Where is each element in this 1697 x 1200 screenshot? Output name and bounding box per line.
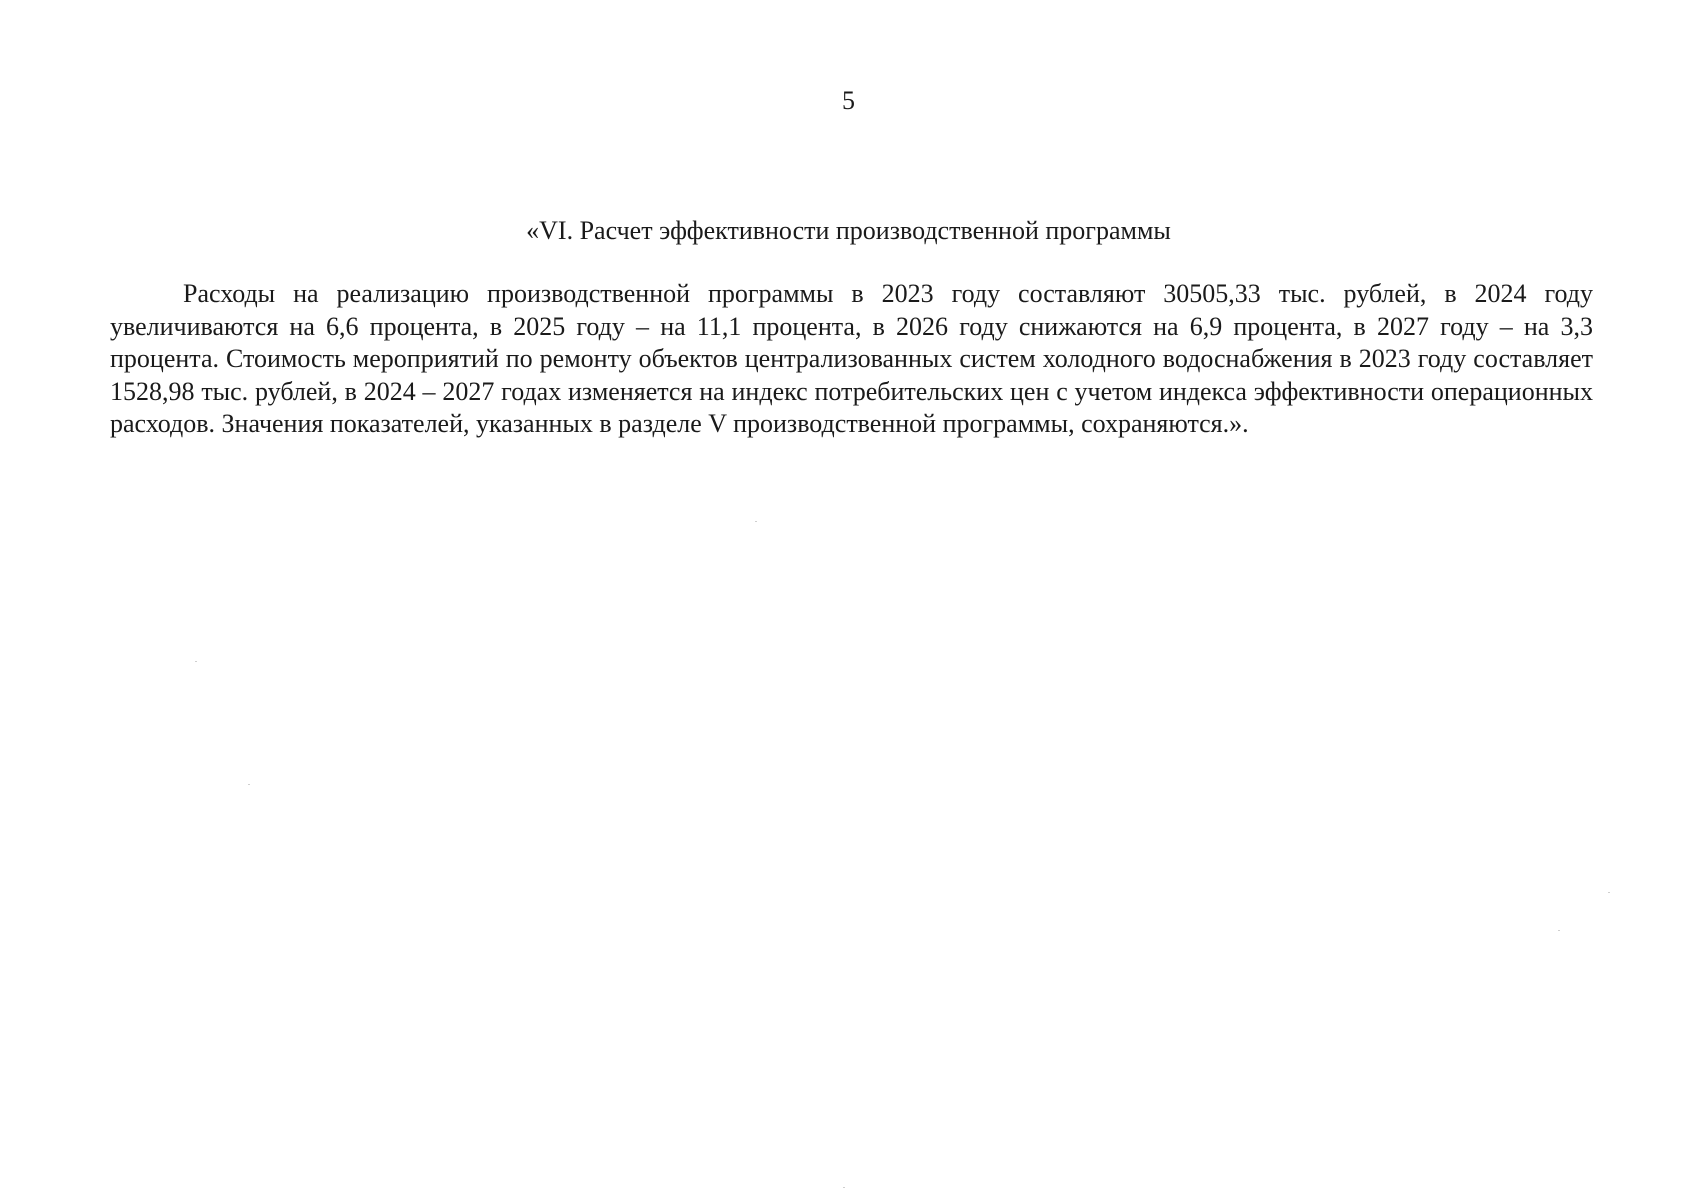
scan-speck (195, 661, 197, 662)
scan-speck (755, 521, 757, 522)
body-paragraph: Расходы на реализацию производственной программы в 2023 году составляют 30505,33 тыс. рублей, в 2024 году увеличиваются на 6,6 процента, в 2025 году – на 11,1 процента, в 2026 году снижаются на 6,9 процента, в 2027 году – на 3,3 процента. Стоимость мероприятий по ремонту объектов централизованных систем холодного водоснабжения в 2023 году составляет 1528,98 тыс. рублей, в 2024 – 2027 годах изменяется на индекс потребительских цен с учетом индекса эффективности операционных расходов. Значения показателей, указанных в разделе V производственной программы, сохраняются.». (110, 279, 1593, 438)
scan-speck (248, 784, 250, 785)
section-title: «VI. Расчет эффективности производственной программы (526, 216, 1171, 245)
scan-speck (843, 1187, 845, 1188)
scan-speck (1608, 892, 1610, 893)
page-number: 5 (842, 86, 855, 115)
scan-speck (1558, 930, 1560, 931)
